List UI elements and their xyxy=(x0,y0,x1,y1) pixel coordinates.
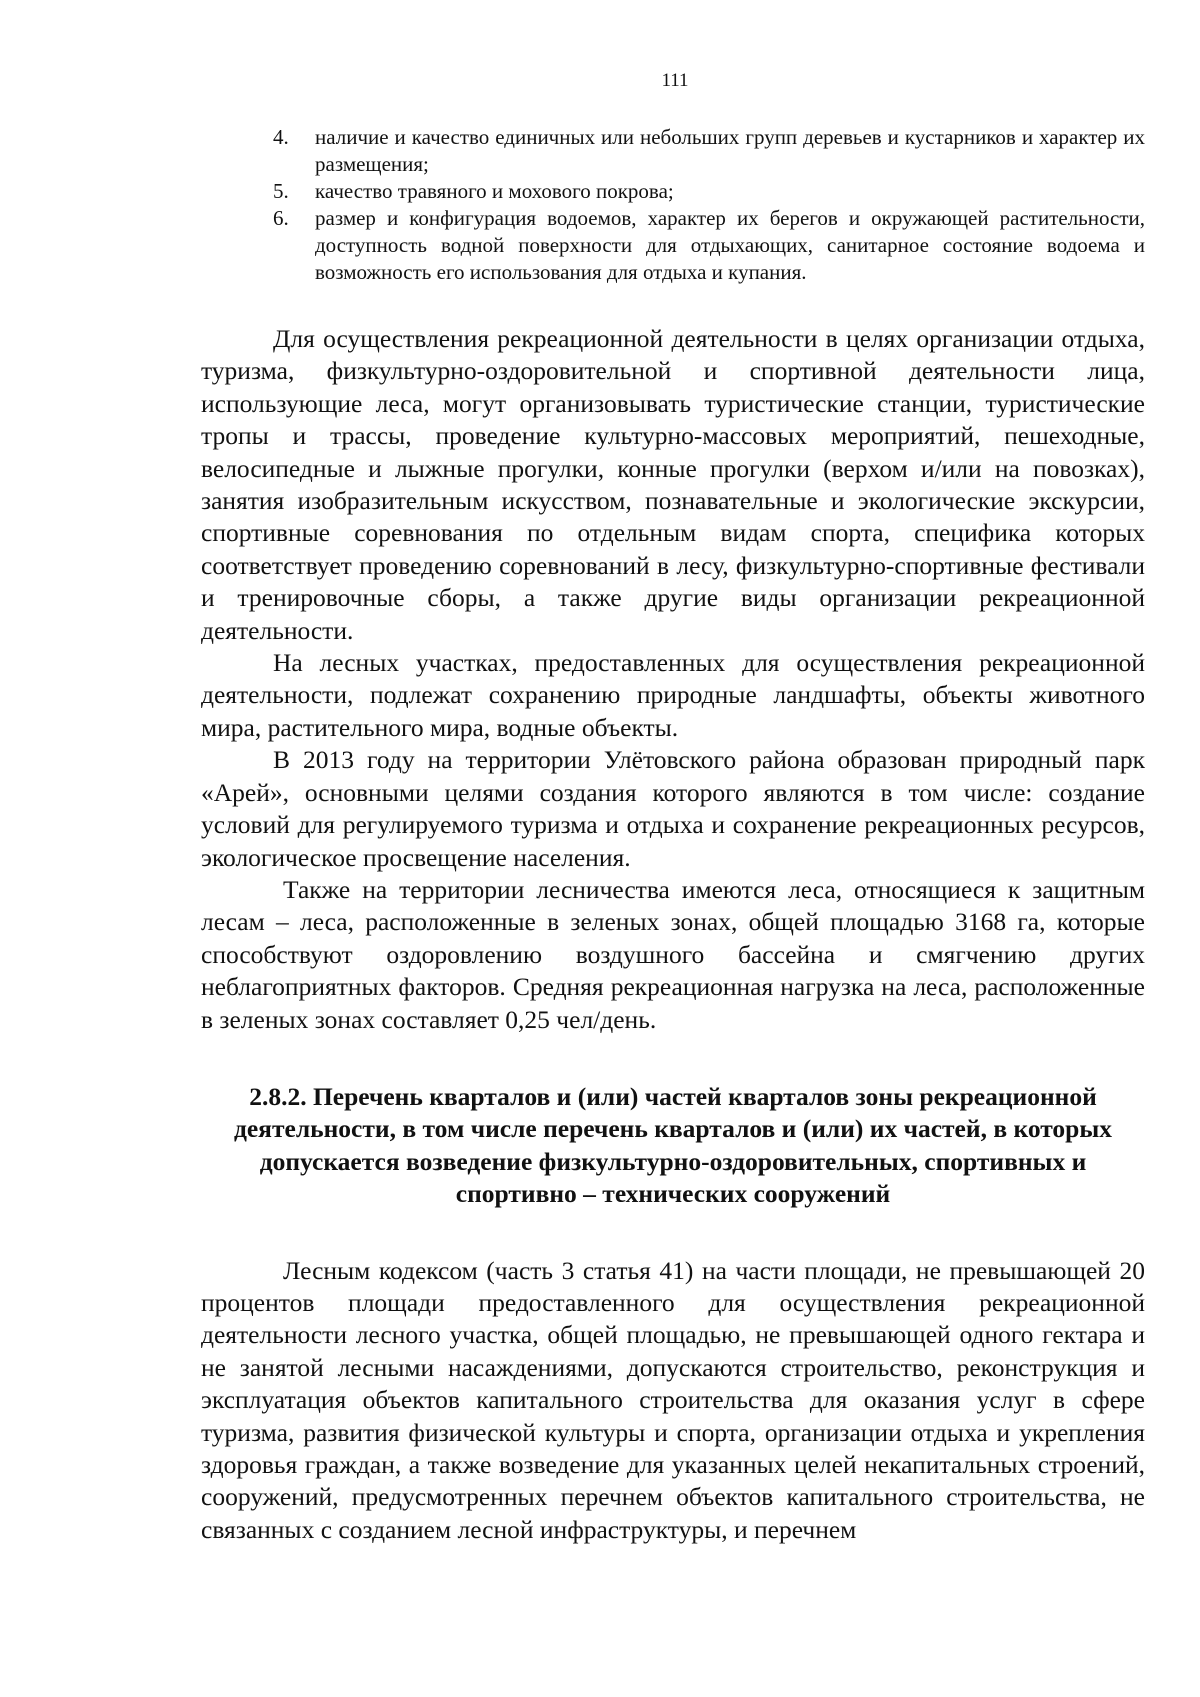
criteria-list xyxy=(201,124,1145,286)
list-item-text: наличие и качество единичных или небольших групп деревьев и кустарников и характер их размещения; xyxy=(315,125,1145,176)
section-heading: 2.8.2. Перечень кварталов и (или) частей кварталов зоны рекреационной деятельности, в том числе перечень кварталов и (или) их частей, в которых допускается возведение физкультурно-оздоровительных, спортивных и спортивно – технических сооружений xyxy=(233,1081,1113,1209)
list-item-number: 6. xyxy=(273,206,289,230)
paragraph-natural-park: В 2013 году на территории Улётовского района образован природный парк «Арей», основными целями создания которого являются в том числе: создание условий для регулируемого туризма и отдыха и сохранение рекреационных ресурсов, экологическое просвещение населения. xyxy=(201,745,1145,872)
list-item xyxy=(201,124,1145,178)
list-item-text: качество травяного и мохового покрова; xyxy=(315,179,674,203)
paragraph-recreation-activities: Для осуществления рекреационной деятельности в целях организации отдыха, туризма, физкультурно-оздоровительной и спортивной деятельности лица, использующие леса, могут организовывать туристические станции, туристические тропы и трассы, проведение культурно-массовых мероприятий, пешеходные, велосипедные и лыжные прогулки, конные прогулки (верхом и/или на повозках), занятия изобразительным искусством, познавательные и экологические экскурсии, спортивные соревнования по отдельным видам спорта, специфика которых соответствует проведению соревнований в лесу, физкультурно-спортивные фестивали и тренировочные сборы, а также другие виды организации рекреационной деятельности. xyxy=(201,324,1145,645)
page-content xyxy=(201,124,1145,1546)
list-item-text: размер и конфигурация водоемов, характер их берегов и окружающей растительности, доступность водной поверхности для отдыхающих, санитарное состояние водоема и возможность его использования для отдыха и купания. xyxy=(315,206,1145,284)
list-item xyxy=(201,178,1145,205)
list-item-number: 5. xyxy=(273,179,289,203)
list-item-number: 4. xyxy=(273,125,289,149)
page-number: 111 xyxy=(661,70,689,91)
paragraph-forest-code: Лесным кодексом (часть 3 статья 41) на части площади, не превышающей 20 процентов площади предоставленного для осуществления рекреационной деятельности лесного участка, общей площадью, не превышающей одного гектара и не занятой лесными насаждениями, допускаются строительство, реконструкция и эксплуатация объектов капитального строительства для оказания услуг в сфере туризма, развития физической культуры и спорта, организации отдыха и укрепления здоровья граждан, а также возведение для указанных целей некапитальных строений, сооружений, предусмотренных перечнем объектов капитального строительства, не связанных с созданием лесной инфраструктуры, и перечнем xyxy=(201,1255,1145,1544)
list-item xyxy=(201,205,1145,286)
paragraph-green-zones: Также на территории лесничества имеются леса, относящиеся к защитным лесам – леса, расположенные в зеленых зонах, общей площадью 3168 га, которые способствуют оздоровлению воздушного бассейна и смягчению других неблагоприятных факторов. Средняя рекреационная нагрузка на леса, расположенные в зеленых зонах составляет 0,25 чел/день. xyxy=(201,874,1145,1034)
paragraph-preservation: На лесных участках, предоставленных для осуществления рекреационной деятельности, подлежат сохранению природные ландшафты, объекты животного мира, растительного мира, водные объекты. xyxy=(201,648,1145,742)
